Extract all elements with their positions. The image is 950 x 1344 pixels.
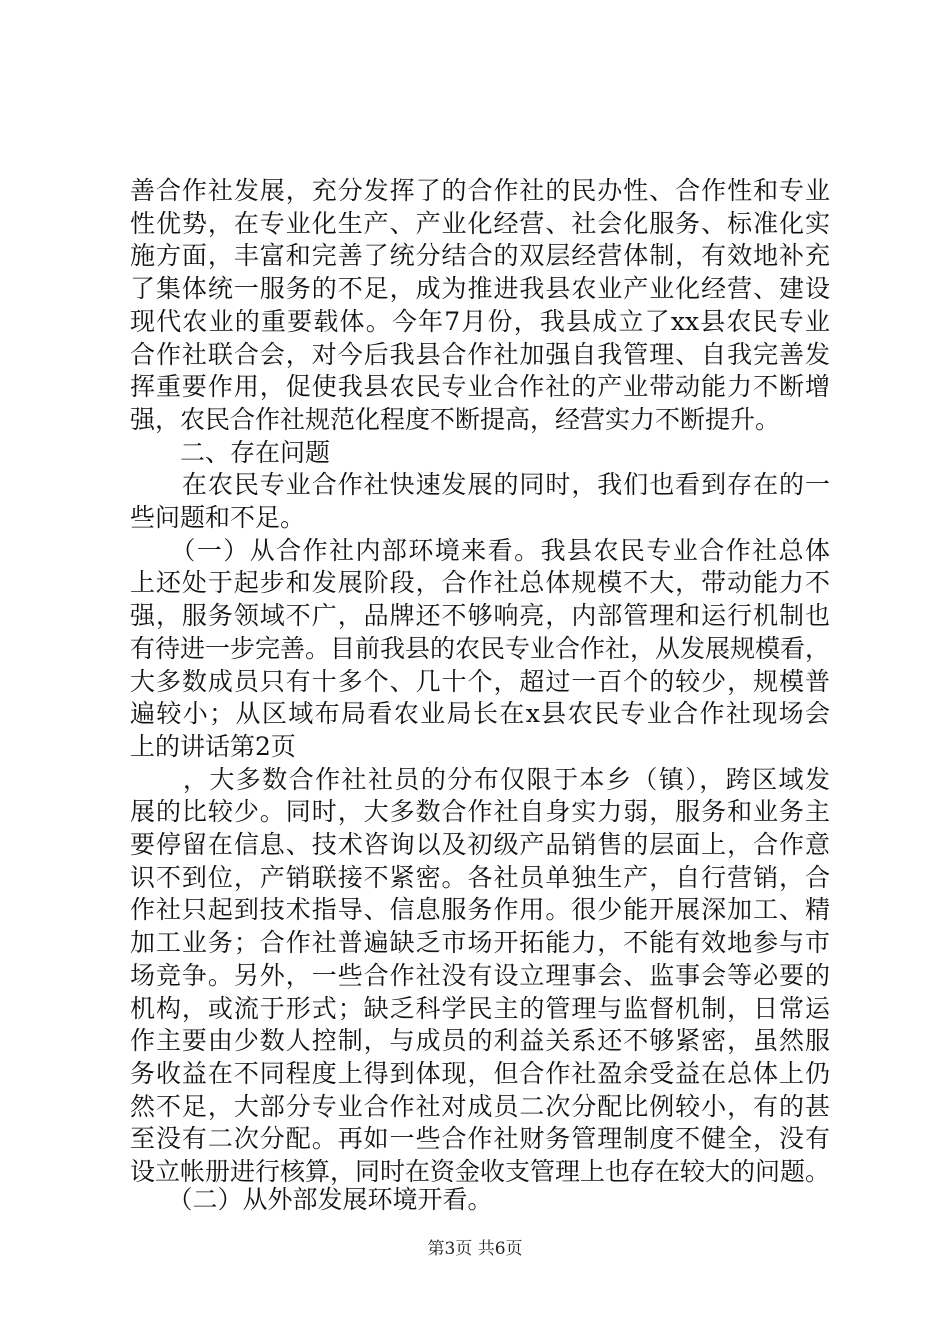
body-line: 上还处于起步和发展阶段，合作社总体规模不大，带动能力不 bbox=[130, 568, 830, 597]
section-heading: 二、存在问题 bbox=[130, 438, 331, 467]
subsection-line: （一）从合作社内部环境来看。我县农民专业合作社总体 bbox=[130, 536, 830, 565]
body-line: 合作社联合会，对今后我县合作社加强自我管理、自我完善发 bbox=[130, 340, 830, 369]
body-line: ，大多数合作社社员的分布仅限于本乡（镇），跨区域发 bbox=[130, 765, 830, 794]
body-line: 性优势，在专业化生产、产业化经营、社会化服务、标准化实 bbox=[130, 209, 830, 238]
body-line: 有待进一步完善。目前我县的农民专业合作社，从发展规模看， bbox=[130, 634, 831, 663]
body-line: 了集体统一服务的不足，成为推进我县农业产业化经营、建设 bbox=[130, 274, 830, 303]
body-line: 识不到位，产销联接不紧密。各社员单独生产，自行营销，合 bbox=[130, 863, 830, 892]
page-footer: 第3页 共6页 bbox=[427, 1239, 523, 1259]
body-line: 作社只起到技术指导、信息服务作用。很少能开展深加工、精 bbox=[130, 895, 830, 924]
body-line: 施方面，丰富和完善了统分结合的双层经营体制，有效地补充 bbox=[130, 241, 830, 270]
body-line: 些问题和不足。 bbox=[130, 503, 306, 532]
body-line: 强，服务领域不广，品牌还不够响亮，内部管理和运行机制也 bbox=[130, 601, 830, 630]
body-line: 强，农民合作社规范化程度不断提高，经营实力不断提升。 bbox=[130, 405, 781, 434]
body-line: 然不足，大部分专业合作社对成员二次分配比例较小，有的甚 bbox=[130, 1092, 830, 1121]
body-line: 现代农业的重要载体。今年7月份，我县成立了xx县农民专业 bbox=[130, 307, 830, 336]
body-line: 大多数成员只有十多个、几十个，超过一百个的较少，规模普 bbox=[130, 667, 830, 696]
body-line: 务收益在不同程度上得到体现，但合作社盈余受益在总体上仍 bbox=[130, 1059, 830, 1088]
body-line: 遍较小；从区域布局看农业局长在x县农民专业合作社现场会 bbox=[130, 699, 830, 728]
body-line: 作主要由少数人控制，与成员的利益关系还不够紧密，虽然服 bbox=[130, 1026, 830, 1055]
body-line: 挥重要作用，促使我县农民专业合作社的产业带动能力不断增 bbox=[130, 372, 830, 401]
body-line: 善合作社发展，充分发挥了的合作社的民办性、合作性和专业 bbox=[130, 176, 830, 205]
body-line: 机构，或流于形式；缺乏科学民主的管理与监督机制，日常运 bbox=[130, 994, 830, 1023]
body-line: 设立帐册进行核算，同时在资金收支管理上也存在较大的问题。 bbox=[130, 1157, 831, 1186]
body-line: 加工业务；合作社普遍缺乏市场开拓能力，不能有效地参与市 bbox=[130, 928, 830, 957]
body-line: 要停留在信息、技术咨询以及初级产品销售的层面上，合作意 bbox=[130, 830, 830, 859]
subsection-line: （二）从外部发展环境开看。 bbox=[130, 1185, 493, 1214]
body-line: 上的讲话第2页 bbox=[130, 732, 296, 761]
body-line: 至没有二次分配。再如一些合作社财务管理制度不健全，没有 bbox=[130, 1124, 830, 1153]
body-line: 在农民专业合作社快速发展的同时，我们也看到存在的一 bbox=[130, 470, 830, 499]
body-line: 场竞争。另外，一些合作社没有设立理事会、监事会等必要的 bbox=[130, 961, 830, 990]
body-line: 展的比较少。同时，大多数合作社自身实力弱，服务和业务主 bbox=[130, 797, 830, 826]
